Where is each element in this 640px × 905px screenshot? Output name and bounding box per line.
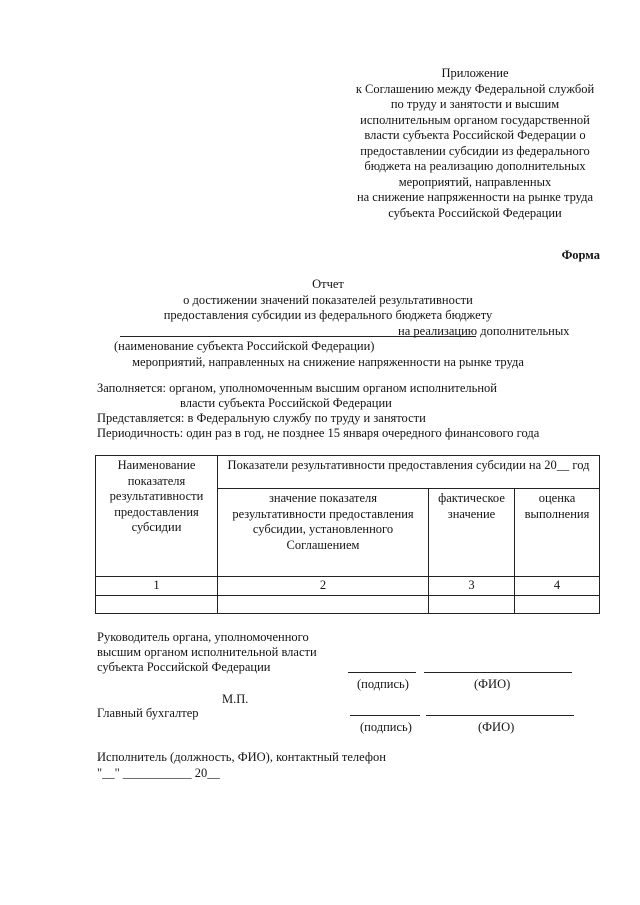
table-cell[interactable] — [218, 595, 429, 613]
head-title-line: субъекта Российской Федерации — [97, 660, 271, 674]
table-cell[interactable] — [515, 595, 600, 613]
periodicity: Периодичность: один раз в год, не позднее 15 января очередного финансового года — [97, 426, 540, 440]
executor-label: Исполнитель (должность, ФИО), контактный телефон — [97, 750, 386, 764]
col-indicator-name-header: Наименование показателя результативности предоставления субсидии — [96, 456, 218, 577]
chief-accountant-label: Главный бухгалтер — [97, 706, 199, 720]
group-header: Показатели результативности предоставления субсидии на 20__ год — [218, 456, 600, 489]
signature-caption: (подпись) — [357, 677, 409, 691]
col-actual-value-header: фактическое значение — [429, 489, 515, 577]
appendix-line: бюджета на реализацию дополнительных — [364, 159, 586, 173]
column-number: 3 — [429, 577, 515, 596]
signature-caption: (подпись) — [360, 720, 412, 734]
submitted-to: Представляется: в Федеральную службу по труду и занятости — [97, 411, 426, 425]
title-line: о достижении значений показателей результативности — [183, 292, 473, 307]
col-target-value-header: значение показателя результативности предоставления субсидии, установленного Соглашением — [218, 489, 429, 577]
head-signature-line[interactable] — [348, 672, 416, 673]
accountant-fio-line[interactable] — [426, 715, 574, 716]
head-fio-line[interactable] — [424, 672, 572, 673]
title-line: мероприятий, направленных на снижение напряженности на рынке труда — [132, 354, 524, 369]
column-number: 4 — [515, 577, 600, 596]
appendix-header — [340, 66, 610, 221]
col-evaluation-header: оценка выполнения — [515, 489, 600, 577]
filled-by-cont: власти субъекта Российской Федерации — [180, 396, 392, 410]
appendix-line: мероприятий, направленных — [398, 174, 552, 189]
appendix-line: к Соглашению между Федеральной службой — [355, 81, 595, 96]
table-row — [96, 595, 600, 613]
table-cell[interactable] — [429, 595, 515, 613]
head-title-line: высшим органом исполнительной власти — [97, 645, 317, 659]
appendix-line: Приложение — [441, 66, 509, 80]
fio-caption: (ФИО) — [474, 677, 511, 691]
column-number: 1 — [96, 577, 218, 596]
stamp-label: М.П. — [222, 692, 249, 706]
indicators-table — [95, 455, 600, 614]
appendix-line: на снижение напряженности на рынке труда — [356, 190, 594, 204]
title-line: на реализацию дополнительных — [398, 323, 570, 338]
title-line: Отчет — [312, 277, 344, 291]
region-name-caption: (наименование субъекта Российской Федерации) — [114, 339, 375, 353]
appendix-line: исполнительным органом государственной — [360, 112, 590, 127]
appendix-line: по труду и занятости и высшим — [390, 97, 560, 111]
appendix-line: субъекта Российской Федерации — [388, 205, 562, 220]
table-number-row — [96, 577, 600, 596]
accountant-signature-line[interactable] — [350, 715, 420, 716]
date-field: "__" ___________ 20__ — [97, 766, 220, 780]
report-title — [80, 277, 576, 370]
head-title-line: Руководитель органа, уполномоченного — [97, 630, 309, 644]
region-name-row — [80, 324, 576, 340]
appendix-line: власти субъекта Российской Федерации о — [364, 128, 586, 142]
table-header-row — [96, 456, 600, 489]
filled-by: Заполняется: органом, уполномоченным высшим органом исполнительной — [97, 381, 497, 395]
column-number: 2 — [218, 577, 429, 596]
table-cell[interactable] — [96, 595, 218, 613]
fio-caption: (ФИО) — [478, 720, 515, 734]
appendix-line: предоставлении субсидии из федерального — [360, 143, 590, 158]
title-line: предоставления субсидии из федерального бюджета бюджету — [163, 308, 493, 322]
form-label: Форма — [561, 248, 600, 262]
